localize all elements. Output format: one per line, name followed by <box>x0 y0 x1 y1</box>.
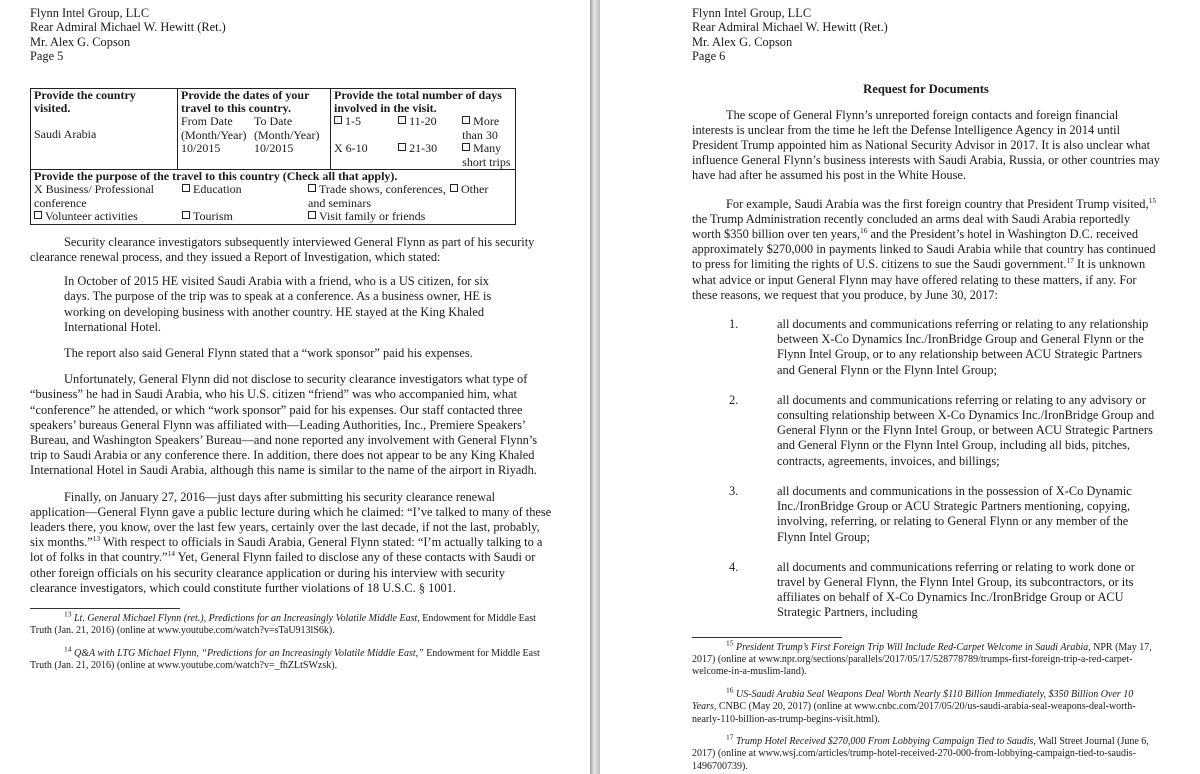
checkbox-icon <box>398 116 406 124</box>
from-date-label: From Date (Month/Year) <box>181 114 247 142</box>
to-date-value: 10/2015 <box>254 141 294 156</box>
purpose-cell <box>31 170 516 225</box>
purpose-option-checked: X Business/ Professional conference <box>34 182 155 210</box>
list-item: 2. all documents and communications referring or relating to any advisory or consulting relationship between X-Co Dynamics Inc./IronBridge Group and General Flynn or the Flynn Intel Group, or between ACU Strategic Partners and General Flynn or the Flynn Intel Group, including all bids, pitches, contracts, agreements, invoices, and billings; <box>729 392 1155 468</box>
country-header: Provide the country visited. <box>34 87 136 116</box>
header-line: Mr. Alex G. Copson <box>30 34 131 49</box>
days-option: Many short trips <box>462 141 511 169</box>
footnote-divider <box>692 637 842 638</box>
checkbox-icon <box>34 211 42 219</box>
list-item: 1. all documents and communications referring or relating to any relationship between X-Co Dynamics Inc./IronBridge Group and General Flynn or the Flynn Intel Group, or to any relationship between ACU Strategic Partners and General Flynn or the Flynn Intel Group; <box>729 317 1149 377</box>
country-value: Saudi Arabia <box>34 127 97 142</box>
checkbox-icon <box>182 211 190 219</box>
paragraph: Security clearance investigators subsequently interviewed General Flynn as part of his security clearance renewal process, and they issued a Report of Investigation, which stated: <box>30 234 535 264</box>
paragraph: The report also said General Flynn stated that a “work sponsor” paid his expenses. <box>64 345 473 360</box>
travel-table <box>30 88 516 225</box>
checkbox-icon <box>308 184 316 192</box>
letter-header <box>30 6 552 64</box>
purpose-option: Education <box>182 183 308 210</box>
footnote-ref: 17 <box>1066 256 1074 266</box>
checkbox-icon <box>450 184 458 192</box>
list-item: 3. all documents and communications in the possession of X-Co Dynamic Inc./IronBridge Group or ACU Strategic Partners mentioning, copying, involving, referring, or relating to General Flynn or any member of the Flynn Intel Group; <box>729 483 1132 544</box>
dates-header: Provide the dates of your travel to this country. <box>181 87 310 116</box>
footnote-ref: 15 <box>1148 195 1157 205</box>
country-cell <box>31 88 178 169</box>
letter-header <box>692 6 1160 64</box>
footnote-ref: 16 <box>859 225 868 235</box>
days-cell <box>331 88 516 169</box>
days-option-checked: X 6-10 <box>334 141 368 156</box>
footnote-ref: 13 <box>92 534 101 544</box>
block-quote: In October of 2015 HE visited Saudi Arabia with a friend, who is a US citizen, for six days. The purpose of the trip was to speak at a conference. As a business owner, HE is working on developing business with another country. HE stayed at the King Khaled International Hotel. <box>64 274 492 334</box>
paragraph: Unfortunately, General Flynn did not disclose to security clearance investigators what type of “business” he had in Saudi Arabia, who his U.S. citizen “friend” was who accompanied him, what “conference” he attended, or which “work sponsor” paid for his expenses. Our staff contacted three speakers’ bureaus General Flynn was affiliated with—Leading Authorities, Inc., Premiere Speakers’ Bureau, and Washington Speakers’ Bureau—and none reported any involvement with General Flynn’s trip to Saudi Arabia or any conference there. In addition, there does not appear to be any King Khaled International Hotel in Saudi Arabia, although this name is similar to the name of the airport in Riyadh. <box>30 372 538 478</box>
page-number: Page 6 <box>692 49 726 64</box>
list-item: 4. all documents and communications referring or relating to work done or travel by General Flynn, the Flynn Intel Group, its subcontractors, or its affiliates on behalf of X-Co Dynamics Inc./IronBridge Group or ACU Strategic Partners, including <box>729 559 1135 620</box>
footnote: $^{14}$ Q&A with LTG Michael Flynn, “Predictions for an Increasingly Volatile Middle East,” Endowment for Middle East Truth (Jan. 21, 2016) (online at www.youtube.com/watch?v=_fhZLtSWzsk). <box>30 644 540 672</box>
days-option: 21-30 <box>398 142 462 169</box>
footnote-divider <box>30 608 180 609</box>
checkbox-icon <box>398 143 406 151</box>
purpose-option: Other <box>450 183 512 210</box>
checkbox-icon <box>182 184 190 192</box>
purpose-option: Volunteer activities <box>34 210 182 223</box>
header-line: Flynn Intel Group, LLC <box>30 6 150 20</box>
paragraph: For example, Saudi Arabia was the first foreign country that President Trump visited,$^{15}$ the Trump Administration recently concluded an arms deal with Saudi Arabia reportedly worth $350 billion over ten years,$^{16}$ and the President’s hotel in Washington D.C. received approximately $270,000 in payments linked to Saudi Arabia while that country has continued to press for limiting the rights of U.S. citizens to sue the Saudi government.$^{17}$ It is unknown what advice or input General Flynn may have offered relating to these matters, if any. For these reasons, we request that you produce, by June 30, 2017: <box>692 195 1157 302</box>
dates-cell <box>178 88 331 169</box>
footnote: $^{17}$ Trump Hotel Received $270,000 From Lobbying Campaign Tied to Saudis, Wall Street Journal (June 6, 2017) (online at www.wsj.com/articles/trump-hotel-received-270-000-from-lobbying-campaign-tied-to-saudis-1496700739). <box>692 732 1149 772</box>
days-option: 11-20 <box>398 115 462 142</box>
header-line: Flynn Intel Group, LLC <box>692 6 812 20</box>
purpose-option: Visit family or friends <box>308 210 450 223</box>
section-title: Request for Documents <box>863 81 989 96</box>
footnote: $^{16}$ US-Saudi Arabia Seal Weapons Deal Worth Nearly $110 Billion Immediately, $350 Billion Over 10 Years, CNBC (May 20, 2017) (online at www.cnbc.com/2017/05/20/us-saudi-arabia-seal-weapons-deal-worth-nearly-110-billion-as-trump-begins-visit.html). <box>692 685 1136 725</box>
footnote: $^{13}$ Lt. General Michael Flynn (ret.), Predictions for an Increasingly Volatile Middle East, Endowment for Middle East Truth (Jan. 21, 2016) (online at www.youtube.com/watch?v=sTaU913lS6k). <box>30 609 536 637</box>
purpose-header: Provide the purpose of the travel to this country (Check all that apply). <box>34 169 398 184</box>
header-line: Rear Admiral Michael W. Hewitt (Ret.) <box>692 20 888 35</box>
checkbox-icon <box>462 143 470 151</box>
header-line: Mr. Alex G. Copson <box>692 34 793 49</box>
header-line: Rear Admiral Michael W. Hewitt (Ret.) <box>30 20 226 35</box>
checkbox-icon <box>334 116 342 124</box>
footnote: $^{15}$ President Trump’s First Foreign Trip Will Include Red-Carpet Welcome in Saudi Arabia, NPR (May 17, 2017) (online at www.npr.org/sections/parallels/2017/05/17/528778789/trumps-first-foreign-trip-a-red-carpet-welcome-in-a-muslim-land). <box>692 638 1152 678</box>
days-option: More than 30 <box>462 114 500 142</box>
days-header: Provide the total number of days involved in the visit. <box>334 87 502 116</box>
to-date-label: To Date (Month/Year) <box>254 114 320 142</box>
document-page-6 <box>600 0 1200 774</box>
page-gutter <box>590 0 600 774</box>
days-option: 1-5 <box>334 115 398 142</box>
paragraph: Finally, on January 27, 2016—just days after submitting his security clearance renewal application—General Flynn gave a public lecture during which he claimed: “I’ve talked to many of these leaders there, you know, over the last few years, certainly over the last decade, if not the last, probably, six months.”$^{13}$ With respect to officials in Saudi Arabia, General Flynn stated: “I’m actually talking to a lot of folks in that country.”$^{14}$ Yet, General Flynn failed to disclose any of these contacts with Saudi or other foreign officials on his security clearance application or during his interview with security clearance investigators, which could constitute further violations of 18 U.S.C. § 1001. <box>30 489 552 595</box>
checkbox-icon <box>308 211 316 219</box>
checkbox-icon <box>462 116 470 124</box>
document-page-5 <box>0 0 590 774</box>
footnote-ref: 14 <box>167 549 176 559</box>
page-number: Page 5 <box>30 49 64 64</box>
purpose-option: Trade shows, conferences, and seminars <box>308 182 446 210</box>
paragraph: The scope of General Flynn’s unreported foreign contacts and foreign financial interests is unclear from the time he left the Defense Intelligence Agency in 2014 until President Trump appointed him as National Security Advisor in 2017. It is also unclear what influence General Flynn’s business interests with Saudi Arabia, Russia, or other countries may have had after he assumed his post in the White House. <box>692 107 1160 183</box>
purpose-option: Tourism <box>182 210 308 223</box>
from-date-value: 10/2015 <box>181 141 221 156</box>
